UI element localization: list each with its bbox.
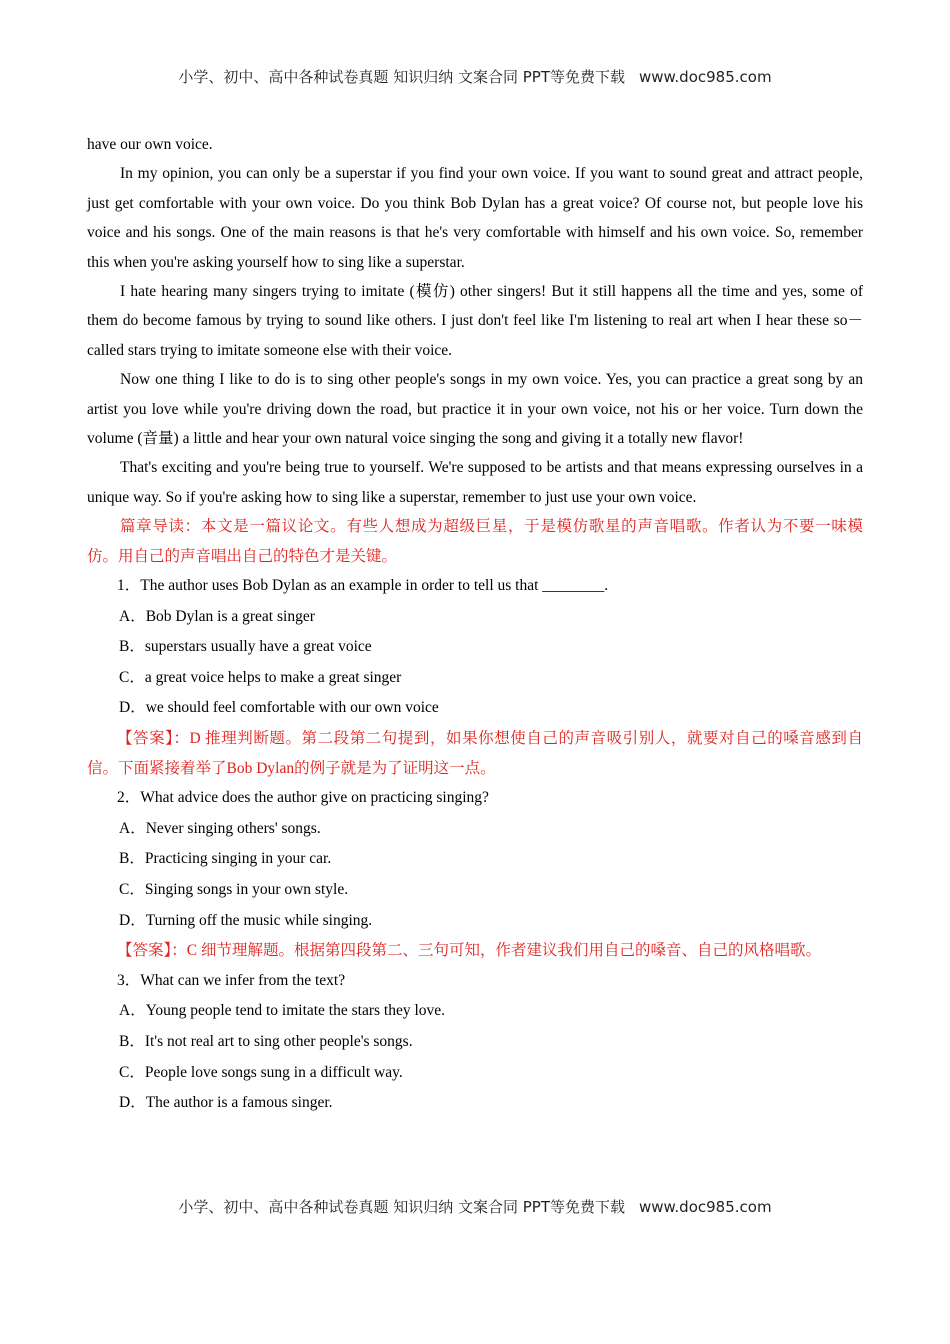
option-b: B．It's not real art to sing other people's songs. xyxy=(119,1033,413,1050)
passage-paragraph: In my opinion, you can only be a superstar if you find your own voice. If you want to sound great and attract people, just get comfortable with your own voice. Do you think Bob Dylan has a great voice? Of course not, but people love his voice and his songs. One of the main reasons is that he's very comfortable with himself and his own voice. So, remember this when you're asking yourself how to sing like a superstar. xyxy=(87,165,863,271)
question-stem: 3．What can we infer from the text? xyxy=(117,971,346,989)
page-header xyxy=(0,66,950,87)
question-1 xyxy=(87,571,863,783)
option-b: B．superstars usually have a great voice xyxy=(119,638,372,656)
option-c: C．People love songs sung in a difficult way. xyxy=(119,1063,403,1081)
passage-paragraph: That's exciting and you're being true to yourself. We're supposed to be artists and that means expressing ourselves in a unique way. So if you're asking how to sing like a superstar, remember to just use your own voice. xyxy=(87,459,863,506)
header-site-link[interactable]: www.doc985.com xyxy=(638,68,772,86)
answer-text: C 细节理解题。根据第四段第二、三句可知，作者建议我们用自己的嗓音、自己的风格唱歌。 xyxy=(186,942,821,960)
passage-guide: 篇章导读：本文是一篇议论文。有些人想成为超级巨星，于是模仿歌星的声音唱歌。作者认为不要一味模仿。用自己的声音唱出自己的特色才是关键。 xyxy=(87,518,863,565)
answer-tag: 【答案】： xyxy=(117,942,187,960)
answer-text: D 推理判断题。第二段第二句提到，如果你想使自己的声音吸引别人，就要对自己的嗓音感到自信。下面紧接着举了Bob Dylan的例子就是为了证明这一点。 xyxy=(87,730,863,777)
question-3 xyxy=(87,966,863,1119)
passage-paragraph: I hate hearing many singers trying to imitate (模仿) other singers! But it still happens all the time and yes, some of them do become famous by trying to sound like others. I just don't feel like I'm listening to real art when I hear these so－called stars trying to imitate someone else with their voice. xyxy=(87,283,863,359)
option-d: D．Turning off the music while singing. xyxy=(119,911,373,929)
option-b: B．Practicing singing in your car. xyxy=(119,850,332,868)
question-stem: 2．What advice does the author give on practicing singing? xyxy=(117,789,489,807)
answer-explanation xyxy=(87,724,863,783)
answer-tag: 【答案】： xyxy=(117,730,190,748)
passage-paragraph: Now one thing I like to do is to sing other people's songs in my own voice. Yes, you can practice a great song by an artist you love while you're driving down the road, but practice it in your own voice, not his or her voice. Turn down the volume (音量) a little and hear your own natural voice singing the song and giving it a totally new flavor! xyxy=(87,371,863,448)
page-footer xyxy=(0,1196,950,1217)
option-a: A．Young people tend to imitate the stars they love. xyxy=(119,1002,446,1020)
question-stem: 1．The author uses Bob Dylan as an example in order to tell us that ________. xyxy=(117,577,609,595)
footer-text: 小学、初中、高中各种试卷真题 知识归纳 文案合同 PPT等免费下载 xyxy=(178,1198,625,1216)
option-d: D．The author is a famous singer. xyxy=(119,1094,333,1112)
option-a: A．Never singing others' songs. xyxy=(119,819,321,837)
footer-site-link[interactable]: www.doc985.com xyxy=(638,1198,772,1216)
option-d: D．we should feel comfortable with our own voice xyxy=(119,699,439,717)
document-body xyxy=(87,130,863,1119)
option-c: C．Singing songs in your own style. xyxy=(119,881,349,899)
option-a: A．Bob Dylan is a great singer xyxy=(119,607,315,625)
passage-paragraph: have our own voice. xyxy=(87,136,213,153)
answer-explanation xyxy=(87,936,863,966)
header-text: 小学、初中、高中各种试卷真题 知识归纳 文案合同 PPT等免费下载 xyxy=(178,68,625,86)
option-c: C．a great voice helps to make a great singer xyxy=(119,668,402,686)
question-2 xyxy=(87,783,863,966)
